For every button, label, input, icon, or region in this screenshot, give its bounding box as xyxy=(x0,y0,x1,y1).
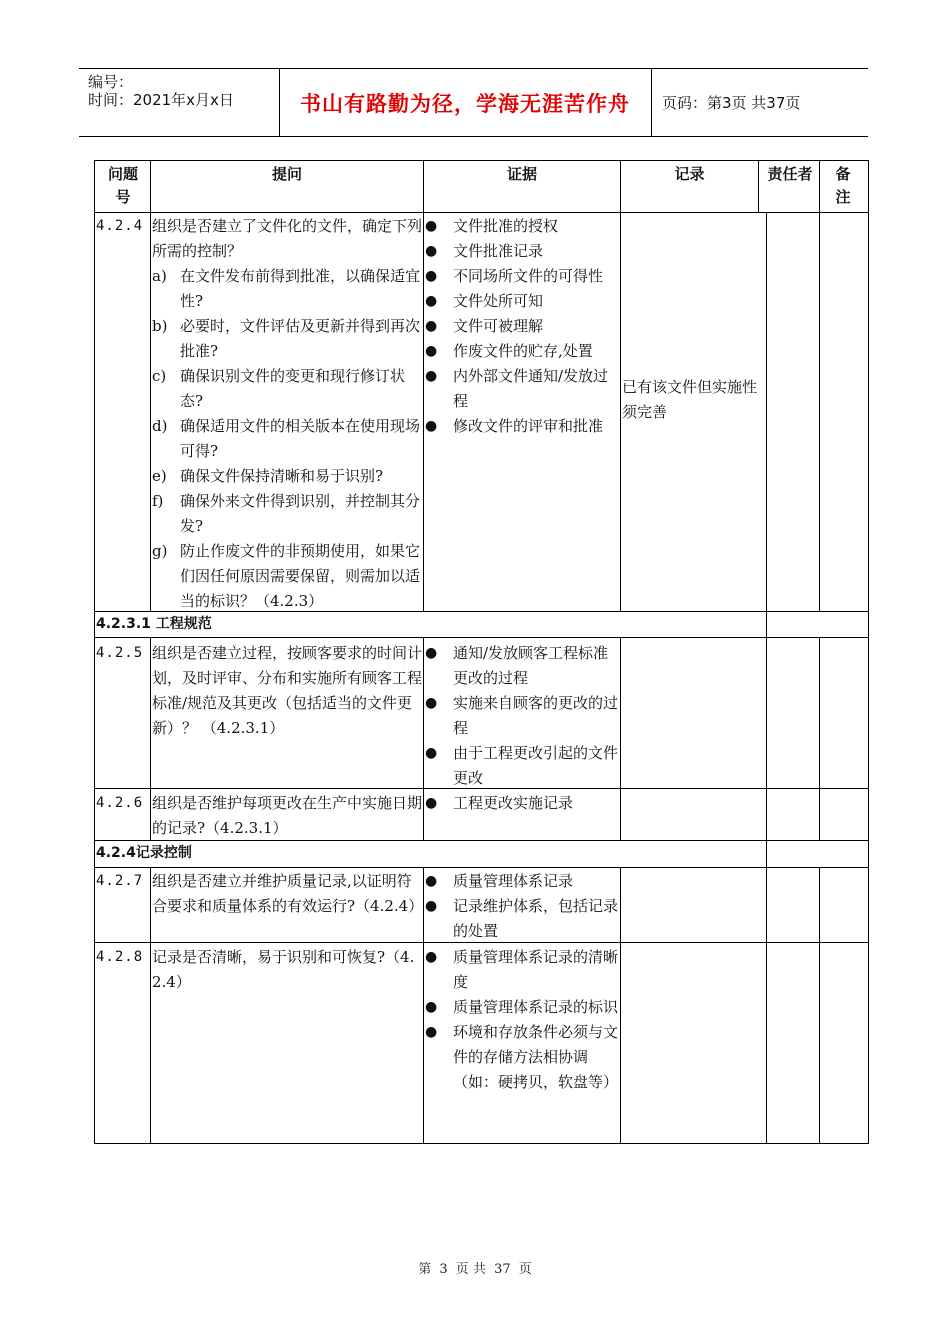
evidence-item: ● 实施来自顾客的更改的过程 xyxy=(425,694,619,737)
question-item: d) 确保适用文件的相关版本在使用现场可得? xyxy=(152,417,421,460)
evidence-item: ● 通知/发放顾客工程标准更改的过程 xyxy=(425,644,609,687)
evidence-list xyxy=(425,945,619,1095)
evidence-list xyxy=(425,791,619,816)
question-text: 组织是否建立并维护质量记录,以证明符合要求和质量体系的有效运行?（4.2.4） xyxy=(152,872,424,915)
footer-total-pages: 37 xyxy=(494,1262,511,1277)
evidence-item: ● 工程更改实施记录 xyxy=(425,794,574,812)
header-page-info: 页码：第3页 共37页 xyxy=(662,94,801,112)
question-item: b) 必要时，文件评估及更新并得到再次批准? xyxy=(152,317,421,360)
footer-page-number: 3 xyxy=(439,1262,448,1277)
question-text: 组织是否建立过程，按顾客要求的时间计划，及时评审、分布和实施所有顾客工程标准/规范及其更改（包括适当的文件更新）？ （4.2.3.1） xyxy=(152,644,423,737)
evidence-item: ● 由于工程更改引起的文件更改 xyxy=(425,744,619,787)
header-meta xyxy=(79,69,279,136)
evidence-item: ● 环境和存放条件必须与文件的存储方法相协调（如：硬拷贝，软盘等） xyxy=(425,1023,619,1091)
page-header xyxy=(79,68,868,137)
section-title: 4.2.3.1 工程规范 xyxy=(96,616,212,632)
header-motto: 书山有路勤为径，学海无涯苦作舟 xyxy=(300,91,630,116)
col-header-owner: 责任者 xyxy=(767,165,813,183)
question-item: a) 在文件发布前得到批准，以确保适宜性? xyxy=(152,267,421,310)
evidence-list xyxy=(425,869,619,944)
evidence-item: ● 不同场所文件的可得性 xyxy=(425,267,604,285)
question-item: c) 确保识别文件的变更和现行修订状态? xyxy=(152,367,406,410)
evidence-item: ● 修改文件的评审和批准 xyxy=(425,417,604,435)
footer-text: 页 xyxy=(518,1262,532,1277)
question-text: 记录是否清晰，易于识别和可恢复?（4.2.4） xyxy=(152,948,415,991)
row-number: 4.2.6 xyxy=(96,795,144,811)
evidence-item: ● 文件批准记录 xyxy=(425,242,544,260)
footer-text: 页 共 xyxy=(455,1262,486,1277)
evidence-item: ● 内外部文件通知/发放过程 xyxy=(425,367,609,410)
page-footer xyxy=(0,1258,950,1277)
evidence-list xyxy=(425,214,619,439)
evidence-item: ● 记录维护体系，包括记录的处置 xyxy=(425,897,619,940)
evidence-item: ● 文件可被理解 xyxy=(425,317,544,335)
doc-date-label: 时间：2021年x月x日 xyxy=(88,91,234,109)
evidence-item: ● 文件批准的授权 xyxy=(425,217,559,235)
evidence-item: ● 质量管理体系记录的清晰度 xyxy=(425,948,619,991)
row-number: 4.2.5 xyxy=(96,645,144,661)
evidence-item: ● 作废文件的贮存,处置 xyxy=(425,342,593,360)
evidence-list xyxy=(425,641,619,791)
evidence-item: ● 文件处所可知 xyxy=(425,292,544,310)
footer-text: 第 xyxy=(418,1262,432,1277)
row-number: 4.2.4 xyxy=(96,218,144,234)
col-header-question: 提问 xyxy=(271,165,302,183)
row-number: 4.2.8 xyxy=(96,949,144,965)
col-header-evidence: 证据 xyxy=(506,165,537,183)
question-text: 组织是否维护每项更改在生产中实施日期的记录?（4.2.3.1） xyxy=(152,794,423,837)
question-item: e) 确保文件保持清晰和易于识别? xyxy=(152,467,384,485)
evidence-item: ● 质量管理体系记录 xyxy=(425,872,574,890)
question-intro: 组织是否建立了文件化的文件，确定下列所需的控制？ xyxy=(152,217,423,260)
record-text: 已有该文件但实施性须完善 xyxy=(622,378,758,421)
audit-checklist-table xyxy=(94,160,869,1144)
section-title: 4.2.4记录控制 xyxy=(96,845,192,861)
evidence-item: ● 质量管理体系记录的标识 xyxy=(425,998,619,1016)
header-divider xyxy=(651,69,652,136)
question-text xyxy=(152,214,422,614)
col-header-remark: 备注 xyxy=(835,165,851,206)
row-number: 4.2.7 xyxy=(96,873,144,889)
question-item: f) 确保外来文件得到识别，并控制其分发? xyxy=(152,492,421,535)
col-header-no: 问题号 xyxy=(107,165,138,206)
doc-number-label: 编号： xyxy=(88,73,134,91)
question-item: g) 防止作废文件的非预期使用，如果它们因任何原因需要保留，则需加以适当的标识？（4.2.3） xyxy=(152,542,421,610)
col-header-record: 记录 xyxy=(674,165,705,183)
